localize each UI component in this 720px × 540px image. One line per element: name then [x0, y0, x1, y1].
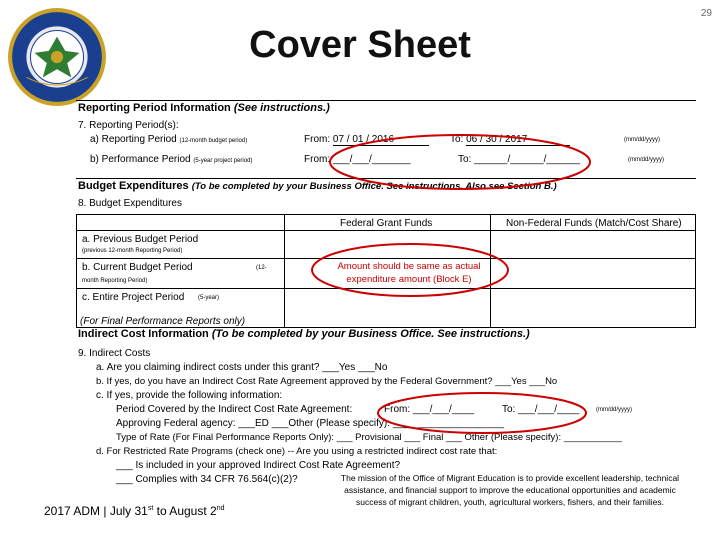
section7-header: Reporting Period Information (See instructions.) [78, 102, 330, 114]
q9c-period: Period Covered by the Indirect Cost Rate Agreement: [116, 404, 353, 415]
q8-label: 8. Budget Expenditures [78, 198, 182, 209]
q9a: a. Are you claiming indirect costs under this grant? ___Yes ___No [96, 362, 388, 373]
indirect-header: Indirect Cost Information (To be completed by your Business Office. See instructions.) [78, 328, 530, 340]
q7-label: 7. Reporting Period(s): [78, 120, 179, 131]
col-federal: Federal Grant Funds [340, 218, 433, 229]
q9c-from: From: ___/___/____ [384, 404, 475, 415]
q7a-to: To: 06 / 30 / 2017 [450, 134, 570, 146]
row-c-note: (5-year) [198, 295, 220, 301]
q7b: b) Performance Period (5-year project period) [90, 154, 253, 165]
row-a-note: (previous 12-month Reporting Period) [82, 248, 183, 254]
q7a-from: From: 07 / 01 / 2016 [304, 134, 429, 146]
footer-event: 2017 ADM | July 31st to August 2nd [44, 504, 225, 518]
q9b: b. If yes, do you have an Indirect Cost Rate Agreement approved by the Federal Government? ___Yes ___No [96, 376, 558, 387]
footer-mission: The mission of the Office of Migrant Education is to provide excellent leadership, technical assistance, and financial support to improve the educational opportunities and academic success of migrant children, youth, agricultural workers, fishers, and their families. [340, 473, 680, 507]
q7b-format: (mm/dd/yyyy) [628, 157, 664, 163]
page-title: Cover Sheet [249, 24, 471, 66]
row-b-label: b. Current Budget Period [82, 262, 193, 273]
q9c-agency: Approving Federal agency: ___ED ___Other (Please specify): ____________________ [116, 418, 505, 429]
q7a-format: (mm/dd/yyyy) [624, 137, 660, 143]
q9d: d. For Restricted Rate Programs (check one) -- Are you using a restricted indirect cost rate that: [96, 446, 498, 457]
q9c-to: To: ___/___/____ [502, 404, 580, 415]
q7b-to: To: ______/______/______ [458, 154, 580, 165]
row-b-note: month Reporting Period) [82, 278, 148, 284]
q9c-type: Type of Rate (For Final Performance Reports Only): ___ Provisional ___ Final ___ Other (Please specify): ___________ [116, 432, 622, 443]
q9d-2: ___ Complies with 34 CFR 76.564(c)(2)? [116, 474, 298, 485]
final-only-note: (For Final Performance Reports only) [80, 316, 246, 327]
q9d-1: ___ Is included in your approved Indirect Cost Rate Agreement? [116, 460, 401, 471]
col-nonfederal: Non-Federal Funds (Match/Cost Share) [506, 218, 682, 229]
q7a: a) Reporting Period (12-month budget period) [90, 134, 248, 145]
q7b-from: From: ___/___/_______ [304, 154, 411, 165]
row-c-label: c. Entire Project Period [82, 292, 185, 303]
budget-header: Budget Expenditures (To be completed by your Business Office. See instructions. Also see Section B.) [78, 180, 557, 192]
q9-label: 9. Indirect Costs [78, 348, 151, 359]
row-a-label: a. Previous Budget Period [82, 234, 199, 245]
form-excerpt [76, 100, 696, 490]
annotation-amount: Amount should be same as actual expenditure amount (Block E) [337, 261, 481, 285]
q9c-format: (mm/dd/yyyy) [596, 407, 632, 413]
row-b-mark: (12- [256, 265, 267, 271]
q9c: c. If yes, provide the following information: [96, 390, 283, 401]
page-number: 29 [700, 8, 712, 19]
